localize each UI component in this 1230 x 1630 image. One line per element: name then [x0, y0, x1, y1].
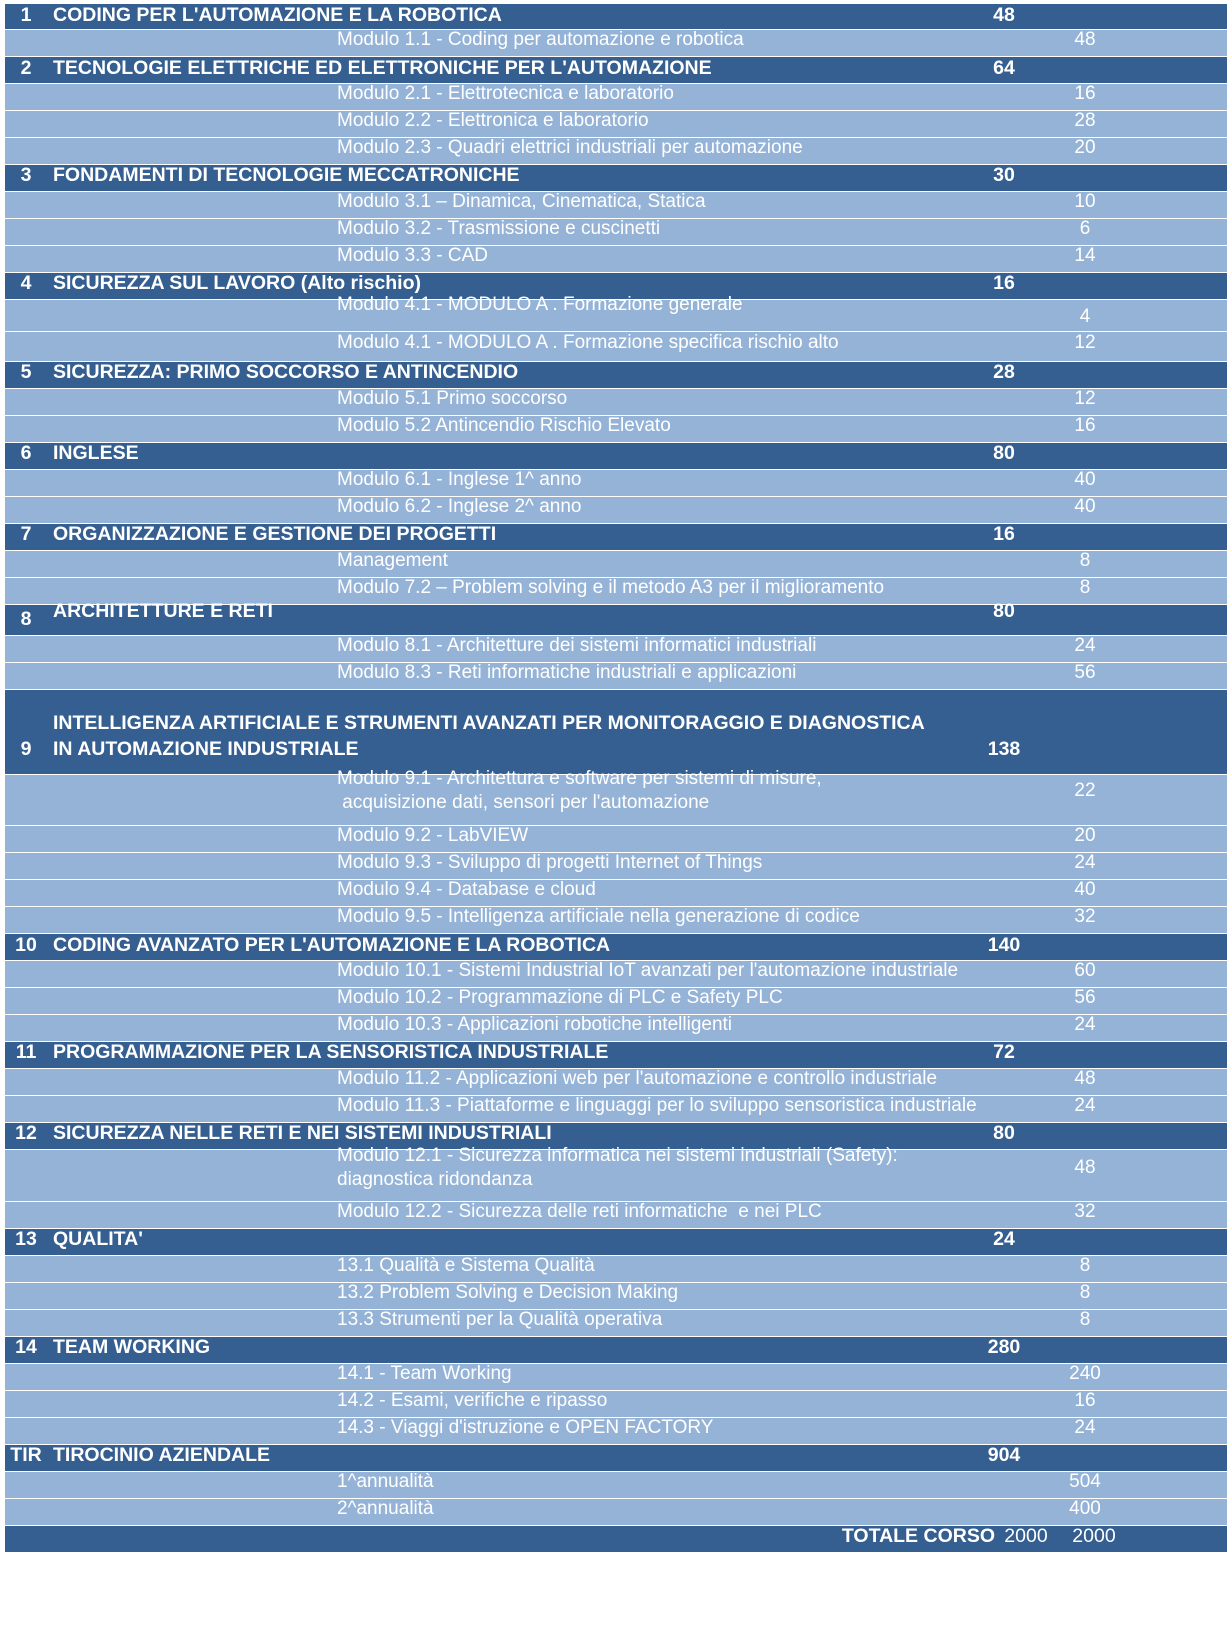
total-label: TOTALE CORSO: [841, 1525, 995, 1547]
module-name: Modulo 3.3 - CAD: [337, 245, 489, 266]
section-title: INTELLIGENZA ARTIFICIALE E STRUMENTI AVANZATI PER MONITORAGGIO E DIAGNOSTICA: [53, 712, 925, 734]
module-hours: 24: [1074, 1095, 1096, 1116]
section-title: TEAM WORKING: [53, 1336, 211, 1358]
module-row: [5, 1014, 1227, 1041]
module-hours: 32: [1074, 1201, 1096, 1222]
module-row: [5, 29, 1227, 56]
module-name: Modulo 10.2 - Programmazione di PLC e Safety PLC: [337, 987, 783, 1008]
section-header-row: [5, 1228, 1227, 1255]
module-row: [5, 496, 1227, 523]
module-row: [5, 1309, 1227, 1336]
module-hours: 60: [1074, 960, 1096, 981]
section-number: 3: [20, 164, 32, 186]
section-title: TECNOLOGIE ELETTRICHE ED ELETTRONICHE PER L'AUTOMAZIONE: [53, 57, 712, 79]
module-row: [5, 987, 1227, 1014]
module-hours: 22: [1074, 780, 1096, 801]
module-name: Modulo 5.2 Antincendio Rischio Elevato: [337, 415, 671, 436]
module-hours: 24: [1074, 635, 1096, 656]
module-hours: 20: [1074, 825, 1096, 846]
section-number: 13: [15, 1228, 37, 1250]
module-name: Modulo 9.2 - LabVIEW: [337, 825, 529, 846]
section-total-hours: 24: [993, 1228, 1015, 1250]
section-title: QUALITA': [53, 1228, 143, 1250]
module-hours: 8: [1079, 1282, 1091, 1303]
module-name: diagnostica ridondanza: [337, 1169, 533, 1190]
section-total-hours: 16: [993, 523, 1015, 545]
total-row: [5, 1525, 1227, 1552]
module-row: [5, 110, 1227, 137]
section-number: 12: [15, 1122, 37, 1144]
section-number: 2: [20, 57, 32, 79]
module-name: Modulo 10.1 - Sistemi Industrial IoT avanzati per l'automazione industriale: [337, 960, 959, 981]
total-value-2: 2000: [1072, 1525, 1116, 1547]
module-name: Modulo 12.2 - Sicurezza delle reti informatiche e nei PLC: [337, 1201, 822, 1222]
module-name: Modulo 10.3 - Applicazioni robotiche intelligenti: [337, 1014, 733, 1035]
section-total-hours: 80: [993, 600, 1015, 622]
section-header-row: [5, 1444, 1227, 1471]
section-header-row: [5, 1041, 1227, 1068]
section-title: CODING PER L'AUTOMAZIONE E LA ROBOTICA: [53, 4, 502, 26]
module-name: Modulo 2.2 - Elettronica e laboratorio: [337, 110, 649, 131]
module-name: Modulo 1.1 - Coding per automazione e robotica: [337, 29, 744, 50]
section-total-hours: 30: [993, 164, 1015, 186]
section-total-hours: 48: [993, 4, 1015, 26]
section-number: 14: [15, 1336, 37, 1358]
module-hours: 48: [1074, 29, 1096, 50]
section-number: 8: [20, 608, 32, 630]
module-name: 13.1 Qualità e Sistema Qualità: [337, 1255, 595, 1276]
section-header-row: [5, 1336, 1227, 1363]
module-name: 14.2 - Esami, verifiche e ripasso: [337, 1390, 608, 1411]
section-header-row: [5, 600, 1227, 635]
section-total-hours: 80: [993, 1122, 1015, 1144]
module-hours: 8: [1079, 550, 1091, 571]
module-name: 14.1 - Team Working: [337, 1363, 512, 1384]
section-header-row: [5, 56, 1227, 83]
module-name: 1^annualità: [337, 1471, 434, 1492]
module-row: [5, 1498, 1227, 1525]
section-number: 5: [20, 361, 32, 383]
module-row: [5, 960, 1227, 987]
module-hours: 24: [1074, 1014, 1096, 1035]
module-hours: 8: [1079, 1309, 1091, 1330]
module-hours: 20: [1074, 137, 1096, 158]
module-hours: 16: [1074, 415, 1096, 436]
total-value-1: 2000: [1004, 1525, 1048, 1547]
section-number: 1: [20, 4, 32, 26]
section-title: PROGRAMMAZIONE PER LA SENSORISTICA INDUSTRIALE: [53, 1041, 609, 1063]
module-hours: 8: [1079, 1255, 1091, 1276]
section-header-row: [5, 164, 1227, 191]
module-hours: 16: [1074, 83, 1096, 104]
module-name: Modulo 3.1 – Dinamica, Cinematica, Statica: [337, 191, 706, 212]
section-header-row: [5, 689, 1227, 774]
module-name: 13.2 Problem Solving e Decision Making: [337, 1282, 679, 1303]
module-name: Modulo 3.2 - Trasmissione e cuscinetti: [337, 218, 661, 239]
module-name: Modulo 2.1 - Elettrotecnica e laboratorio: [337, 83, 674, 104]
section-number: 7: [20, 523, 32, 545]
section-title: TIROCINIO AZIENDALE: [53, 1444, 271, 1466]
module-name: Modulo 4.1 - MODULO A . Formazione generale: [337, 294, 743, 315]
module-name: Management: [337, 550, 448, 571]
module-row: [5, 1068, 1227, 1095]
module-name: Modulo 7.2 – Problem solving e il metodo A3 per il miglioramento: [337, 577, 885, 598]
module-name: Modulo 11.2 - Applicazioni web per l'automazione e controllo industriale: [337, 1068, 938, 1089]
module-hours: 32: [1074, 906, 1096, 927]
module-hours: 10: [1074, 191, 1096, 212]
section-title: SICUREZZA SUL LAVORO (Alto rischio): [53, 272, 421, 294]
module-hours: 40: [1074, 469, 1096, 490]
module-row: [5, 245, 1227, 272]
section-header-row: [5, 933, 1227, 960]
module-name: Modulo 11.3 - Piattaforme e linguaggi per lo sviluppo sensoristica industriale: [337, 1095, 977, 1116]
module-name: Modulo 9.3 - Sviluppo di progetti Internet of Things: [337, 852, 763, 873]
section-title: SICUREZZA NELLE RETI E NEI SISTEMI INDUSTRIALI: [53, 1122, 552, 1144]
section-title: INGLESE: [53, 442, 139, 464]
module-row: [5, 1363, 1227, 1390]
module-row: [5, 635, 1227, 662]
section-number: TIR: [10, 1444, 42, 1466]
section-total-hours: 904: [987, 1444, 1021, 1466]
module-hours: 16: [1074, 1390, 1096, 1411]
section-number: 10: [15, 934, 37, 956]
module-row: [5, 662, 1227, 689]
module-hours: 240: [1069, 1363, 1101, 1384]
section-title: ARCHITETTURE E RETI: [53, 600, 273, 622]
section-title: SICUREZZA: PRIMO SOCCORSO E ANTINCENDIO: [53, 361, 519, 383]
module-hours: 48: [1074, 1068, 1096, 1089]
module-hours: 24: [1074, 852, 1096, 873]
section-title: ORGANIZZAZIONE E GESTIONE DEI PROGETTI: [53, 523, 497, 545]
module-row: [5, 768, 1227, 825]
module-row: [5, 83, 1227, 110]
module-hours: 14: [1074, 245, 1096, 266]
section-number: 9: [20, 738, 32, 760]
module-hours: 40: [1074, 879, 1096, 900]
module-row: [5, 1095, 1227, 1122]
module-row: [5, 218, 1227, 245]
module-hours: 48: [1074, 1157, 1096, 1178]
module-name: Modulo 4.1 - MODULO A . Formazione specifica rischio alto: [337, 332, 839, 353]
section-number: 6: [20, 442, 32, 464]
module-row: [5, 1201, 1227, 1228]
module-hours: 12: [1074, 332, 1096, 353]
module-name: Modulo 12.1 - Sicurezza informatica nei sistemi industriali (Safety):: [337, 1145, 898, 1166]
module-name: Modulo 9.5 - Intelligenza artificiale nella generazione di codice: [337, 906, 860, 927]
section-total-hours: 280: [987, 1336, 1021, 1358]
section-header-row: [5, 442, 1227, 469]
module-hours: 24: [1074, 1417, 1096, 1438]
module-row: [5, 415, 1227, 442]
module-row: [5, 1145, 1227, 1201]
section-title: IN AUTOMAZIONE INDUSTRIALE: [53, 738, 359, 760]
section-number: 11: [15, 1041, 37, 1063]
module-hours: 4: [1079, 306, 1091, 327]
section-total-hours: 64: [993, 57, 1015, 79]
module-row: [5, 550, 1227, 577]
module-hours: 56: [1074, 662, 1096, 683]
section-header-row: [5, 361, 1227, 388]
module-row: [5, 1282, 1227, 1309]
module-hours: 400: [1069, 1498, 1101, 1519]
module-row: [5, 852, 1227, 879]
module-name: 14.3 - Viaggi d'istruzione e OPEN FACTORY: [337, 1417, 714, 1438]
module-row: [5, 137, 1227, 164]
module-hours: 6: [1079, 218, 1091, 239]
section-number: 4: [20, 272, 32, 294]
module-row: [5, 1390, 1227, 1417]
module-row: [5, 825, 1227, 852]
module-row: [5, 1417, 1227, 1444]
module-name: Modulo 8.3 - Reti informatiche industriali e applicazioni: [337, 662, 797, 683]
module-hours: 8: [1079, 577, 1091, 598]
module-hours: 12: [1074, 388, 1096, 409]
module-row: [5, 879, 1227, 906]
module-row: [5, 469, 1227, 496]
section-total-hours: 16: [993, 272, 1015, 294]
module-name: Modulo 6.1 - Inglese 1^ anno: [337, 469, 582, 490]
module-row: [5, 1255, 1227, 1282]
module-row: [5, 331, 1227, 361]
module-name: acquisizione dati, sensori per l'automazione: [337, 792, 710, 813]
section-header-row: [5, 523, 1227, 550]
module-hours: 504: [1069, 1471, 1101, 1492]
section-title: CODING AVANZATO PER L'AUTOMAZIONE E LA ROBOTICA: [53, 934, 611, 956]
section-total-hours: 140: [987, 934, 1021, 956]
section-title: FONDAMENTI DI TECNOLOGIE MECCATRONICHE: [53, 164, 520, 186]
curriculum-table: [5, 3, 1227, 1552]
module-row: [5, 1471, 1227, 1498]
section-total-hours: 28: [993, 361, 1015, 383]
module-name: 13.3 Strumenti per la Qualità operativa: [337, 1309, 663, 1330]
section-total-hours: 138: [987, 738, 1021, 760]
module-row: [5, 906, 1227, 933]
module-hours: 56: [1074, 987, 1096, 1008]
module-hours: 40: [1074, 496, 1096, 517]
module-hours: 28: [1074, 110, 1096, 131]
section-total-hours: 72: [993, 1041, 1015, 1063]
module-name: Modulo 5.1 Primo soccorso: [337, 388, 568, 409]
module-name: Modulo 2.3 - Quadri elettrici industriali per automazione: [337, 137, 803, 158]
module-name: Modulo 9.1 - Architettura e software per sistemi di misure,: [337, 768, 822, 789]
module-row: [5, 294, 1227, 331]
module-name: Modulo 9.4 - Database e cloud: [337, 879, 596, 900]
module-name: Modulo 6.2 - Inglese 2^ anno: [337, 496, 582, 517]
module-row: [5, 191, 1227, 218]
module-name: Modulo 8.1 - Architetture dei sistemi informatici industriali: [337, 635, 817, 656]
section-header-row: [5, 3, 1227, 29]
section-total-hours: 80: [993, 442, 1015, 464]
module-row: [5, 388, 1227, 415]
module-name: 2^annualità: [337, 1498, 434, 1519]
